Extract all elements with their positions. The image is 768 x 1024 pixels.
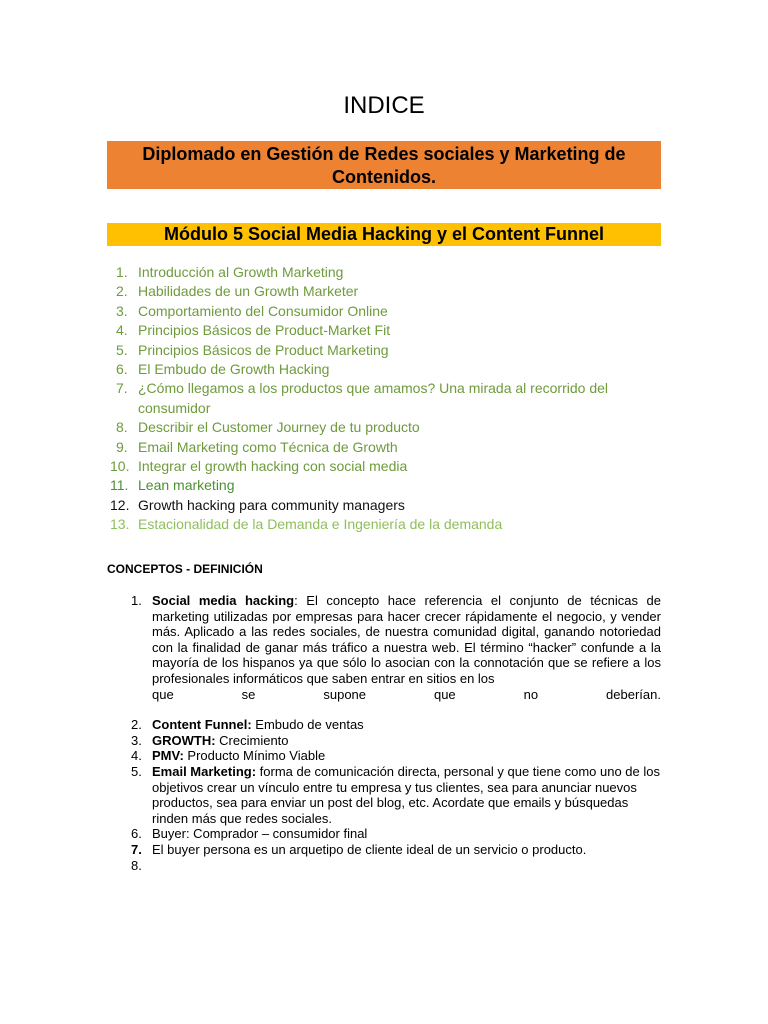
index-item[interactable]: 2. Habilidades de un Growth Marketer [116,283,359,300]
index-item[interactable]: 6. El Embudo de Growth Hacking [116,361,330,378]
definition-item: 3. GROWTH: Crecimiento [131,732,289,748]
index-item[interactable]: 7. ¿Cómo llegamos a los productos que amamos? Una mirada al recorrido del consumidor [116,380,608,416]
index-item[interactable]: 13. Estacionalidad de la Demanda e Ingeniería de la demanda [110,516,503,533]
definition-term: GROWTH: [152,732,216,748]
definition-item: 2. Content Funnel: Embudo de ventas [131,717,364,733]
definition-item: 7. El buyer persona es un arquetipo de cliente ideal de un servicio o producto. [131,841,587,857]
page-title: INDICE [343,92,425,119]
index-item[interactable]: 8. Describir el Customer Journey de tu producto [116,419,420,436]
index-item[interactable]: 5. Principios Básicos de Product Marketing [116,341,389,358]
definition-term: PMV: [152,748,184,764]
definition-term: Social media hacking [152,593,295,608]
index-item[interactable]: 9. Email Marketing como Técnica de Growth [116,438,398,455]
definition-text: Social media hacking: El concepto hace referencia el conjunto de técnicas de marketing utilizadas por empresas para hacer crecer rápidamente el negocio, y vender más. Aplicado a las redes sociales, de nuestra comunidad digital, ganando notoriedad con la finalidad de ganar más tráfico a nuestra web. El término “hacker” confunde a la mayoría de los hispanos ya que sólo lo asocian con la connotación que se refiere a los profesionales informáticos que saben entrar en sitios en los [152,593,661,686]
definition-term: Email Marketing: [152,763,257,779]
definition-item: 5. Email Marketing: forma de comunicación directa, personal y que tiene como uno de los objetivos crear un vínculo entre tu empresa y tus clientes, sea para anunciar nuevos productos, sea para enviar un post del blog, etc. Acordate que emails y búsquedas rinden más que redes sociales. [131,763,660,826]
module-index-list [110,263,670,535]
index-item[interactable]: 1. Introducción al Growth Marketing [116,264,344,280]
definition-text-end: que se supone que no deberían. [152,686,661,702]
definition-term: Content Funnel: [152,717,252,733]
definition-item: 6. Buyer: Comprador – consumidor final [131,826,368,842]
definition-item: 1. Social media hacking: El concepto hace referencia el conjunto de técnicas de marketing utilizadas por empresas para hacer crecer rápidamente el negocio, y vender más. Aplicado a las redes sociales, de nuestra comunidad digital, ganando notoriedad con la finalidad de ganar más tráfico a nuestra web. El término “hacker” confunde a la mayoría de los hispanos ya que sólo lo asocian con la connotación que se refiere a los profesionales informáticos que saben entrar en sitios en los que se supone que no deberían. [131,593,661,702]
index-item[interactable]: 4. Principios Básicos de Product-Market Fit [116,322,391,339]
index-item[interactable]: 10. Integrar el growth hacking con social media [110,458,408,475]
definition-item: 4. PMV: Producto Mínimo Viable [131,748,326,764]
definitions-list [131,593,661,873]
diploma-banner: Diplomado en Gestión de Redes sociales y Marketing de Contenidos. [107,141,661,189]
index-item[interactable]: 3. Comportamiento del Consumidor Online [116,302,388,319]
definition-item: 8. [131,857,142,873]
concepts-heading: CONCEPTOS - DEFINICIÓN [107,562,263,576]
module-banner: Módulo 5 Social Media Hacking y el Content Funnel [107,223,661,246]
index-item[interactable]: 12. Growth hacking para community managers [110,496,405,513]
index-item[interactable]: 11. Lean marketing [110,477,235,494]
